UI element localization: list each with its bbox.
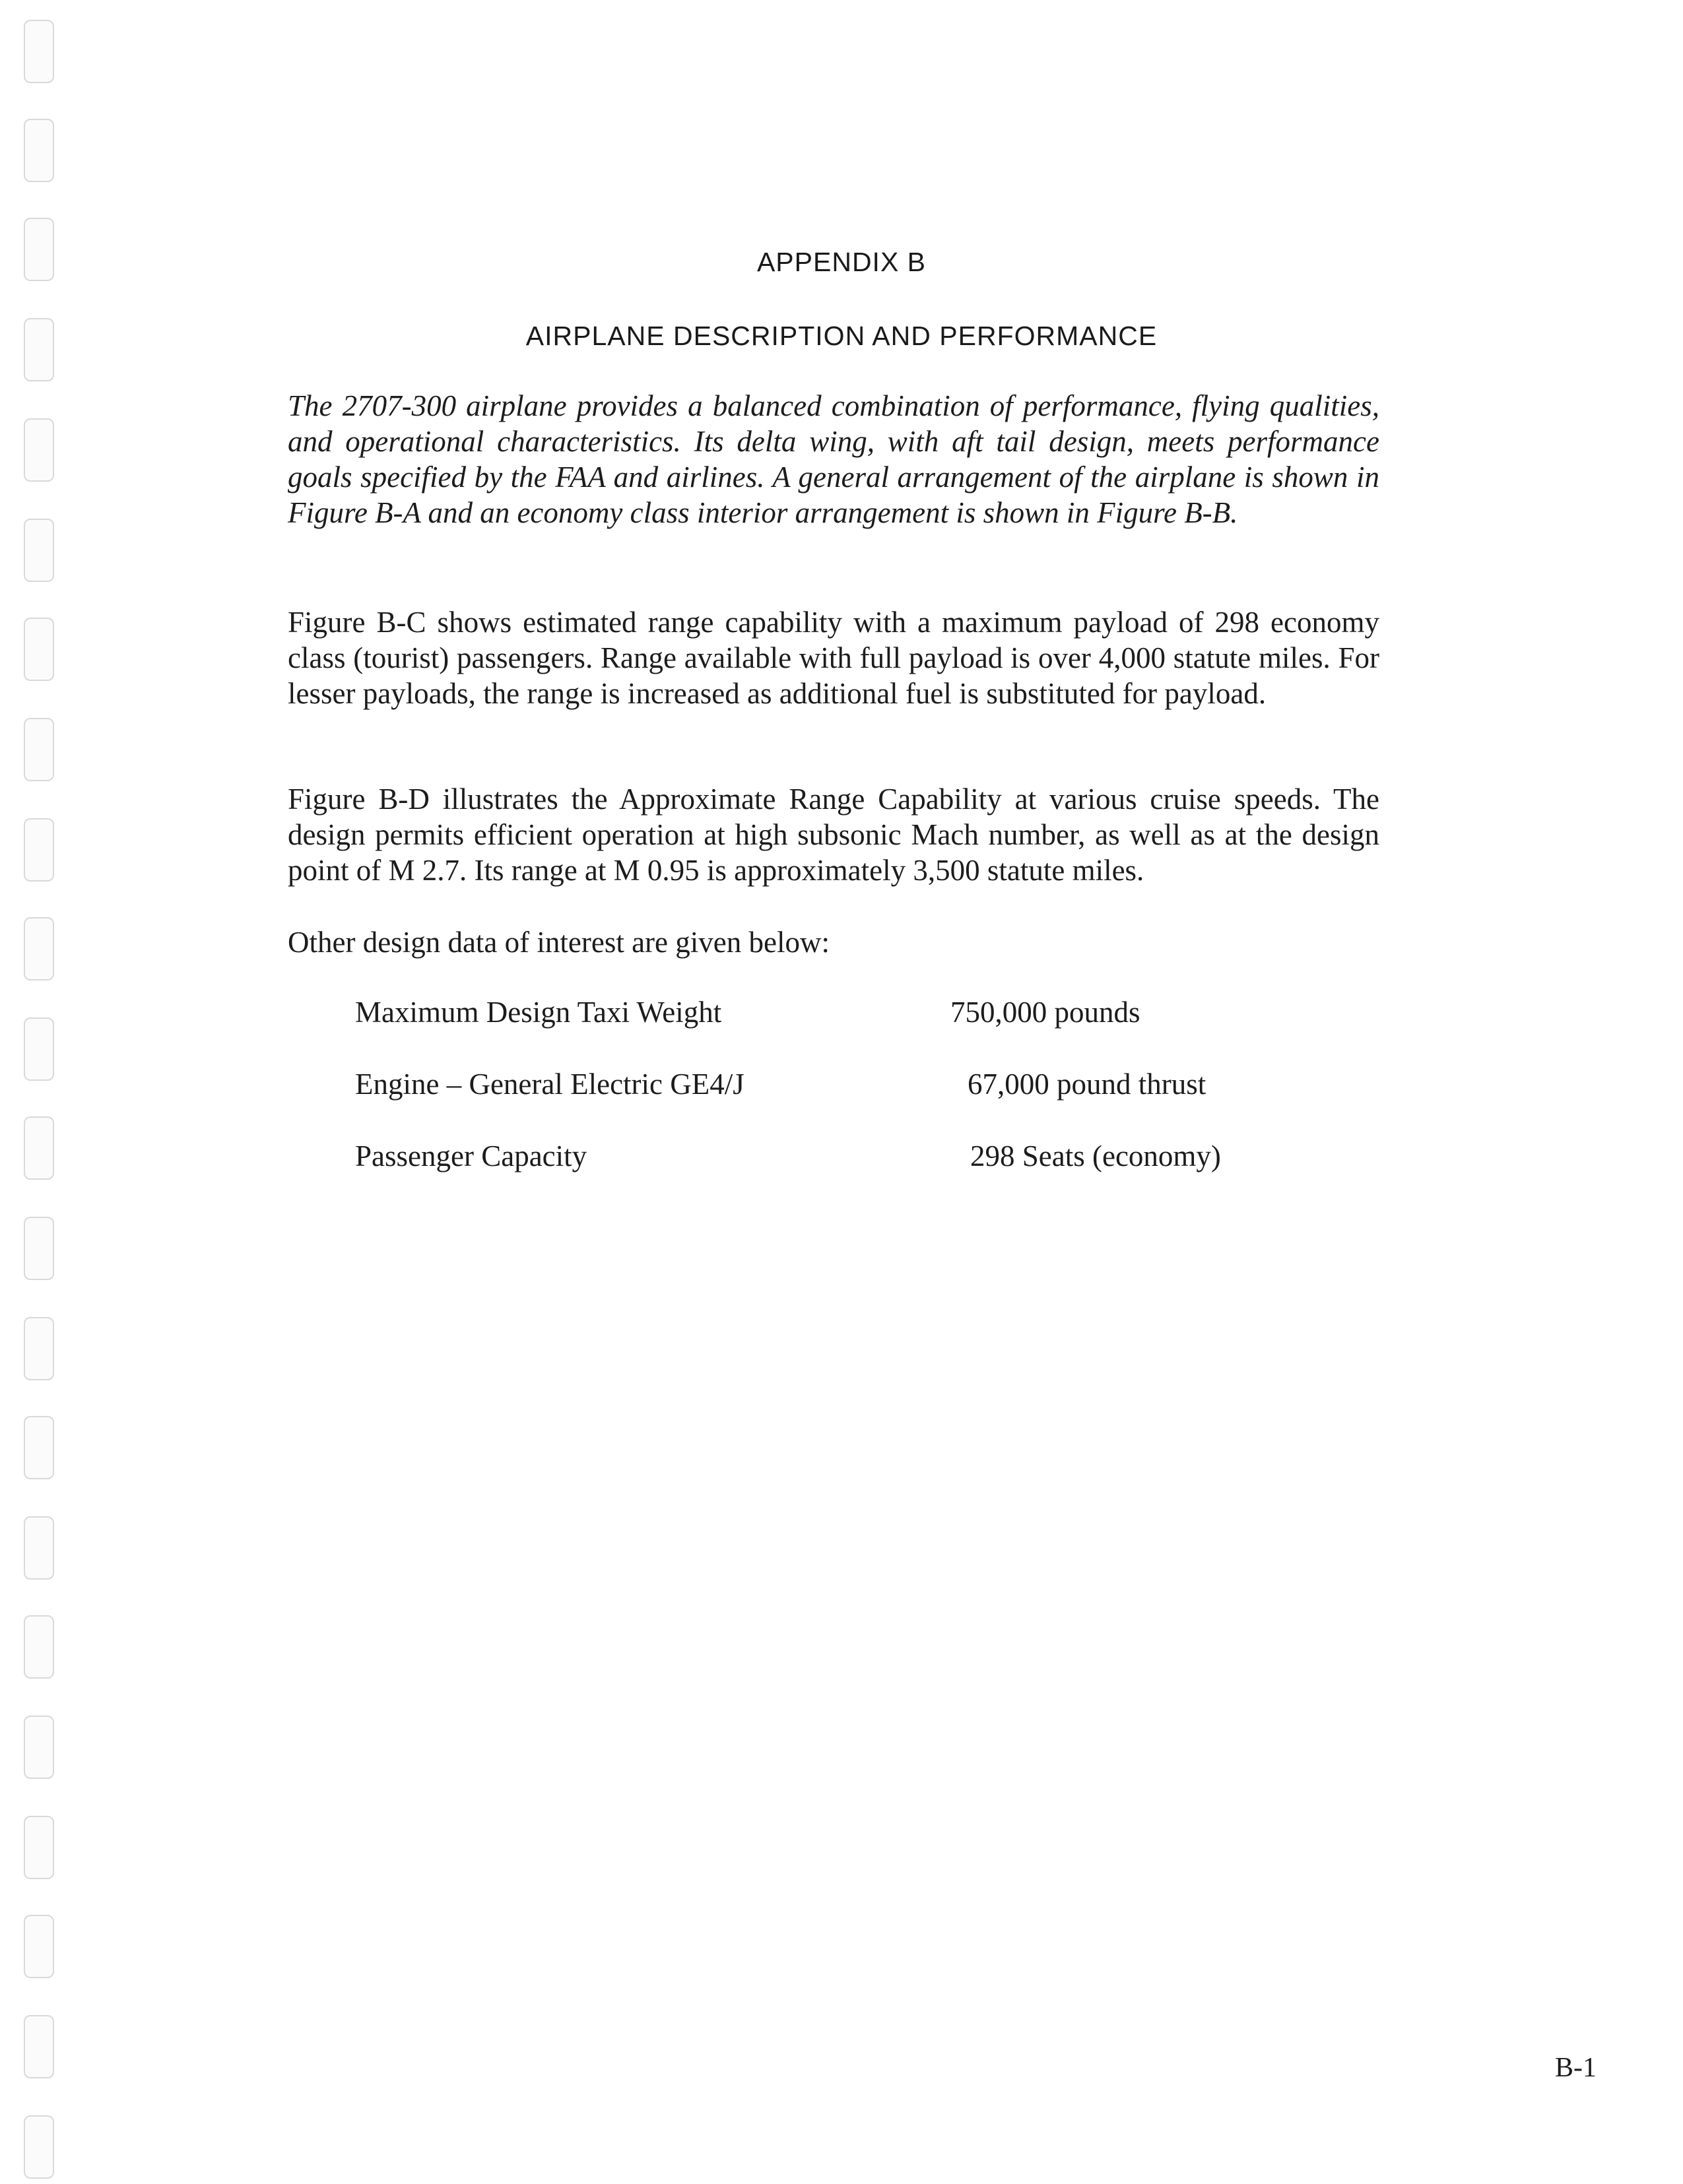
page-number: B-1 — [1555, 2053, 1597, 2083]
spec-label: Passenger Capacity — [355, 1140, 587, 1172]
binder-hole — [24, 1716, 54, 1779]
spec-label: Maximum Design Taxi Weight — [355, 996, 722, 1029]
section-title: AIRPLANE DESCRIPTION AND PERFORMANCE — [525, 321, 1158, 351]
binder-hole — [24, 20, 54, 83]
binder-hole — [24, 1416, 54, 1479]
spec-label: Engine – General Electric GE4/J — [355, 1068, 744, 1101]
binder-hole — [24, 1816, 54, 1879]
binder-hole — [24, 2115, 54, 2179]
range-payload-paragraph: Figure B-C shows estimated range capability with a maximum payload of 298 economy class (tourist) passengers. Range available with full payload is over 4,000 statute miles. For lesser payloads, the range is increased as additional fuel is substituted for payload. — [288, 606, 1379, 710]
binder-hole — [24, 618, 54, 681]
binder-hole — [24, 1317, 54, 1380]
spec-row — [355, 995, 1345, 1035]
spec-row — [355, 1067, 1345, 1107]
cruise-speeds-paragraph: Figure B-D illustrates the Approximate Range Capability at various cruise speeds. The design permits efficient operation at high subsonic Mach number, as well as at the design point of M 2.7. Its range at M 0.95 is approximately 3,500 statute miles. — [288, 783, 1379, 887]
binder-hole — [24, 2015, 54, 2078]
binder-hole — [24, 1915, 54, 1978]
binder-hole — [24, 1116, 54, 1180]
binder-hole — [24, 519, 54, 582]
binder-hole — [24, 917, 54, 980]
binder-hole — [24, 418, 54, 482]
intro-paragraph: The 2707-300 airplane provides a balanced combination of performance, flying qualities, and operational characteristics. Its delta wing, with aft tail design, meets performance goals specified by the FAA and airlines. A general arrangement of the airplane is shown in Figure B-A and an economy class interior arrangement is shown in Figure B-B. — [288, 389, 1379, 529]
spec-value: 298 Seats (economy) — [970, 1140, 1221, 1172]
binder-hole — [24, 818, 54, 882]
spec-row — [355, 1139, 1345, 1178]
other-data-paragraph: Other design data of interest are given below: — [288, 926, 830, 959]
binder-hole — [24, 1615, 54, 1679]
spec-value: 67,000 pound thrust — [968, 1068, 1206, 1101]
spec-value: 750,000 pounds — [950, 996, 1140, 1029]
binder-hole — [24, 1217, 54, 1280]
binder-hole — [24, 1017, 54, 1081]
binder-hole — [24, 1516, 54, 1580]
appendix-heading: APPENDIX B — [756, 247, 927, 277]
binder-hole — [24, 718, 54, 781]
binder-hole — [24, 119, 54, 182]
